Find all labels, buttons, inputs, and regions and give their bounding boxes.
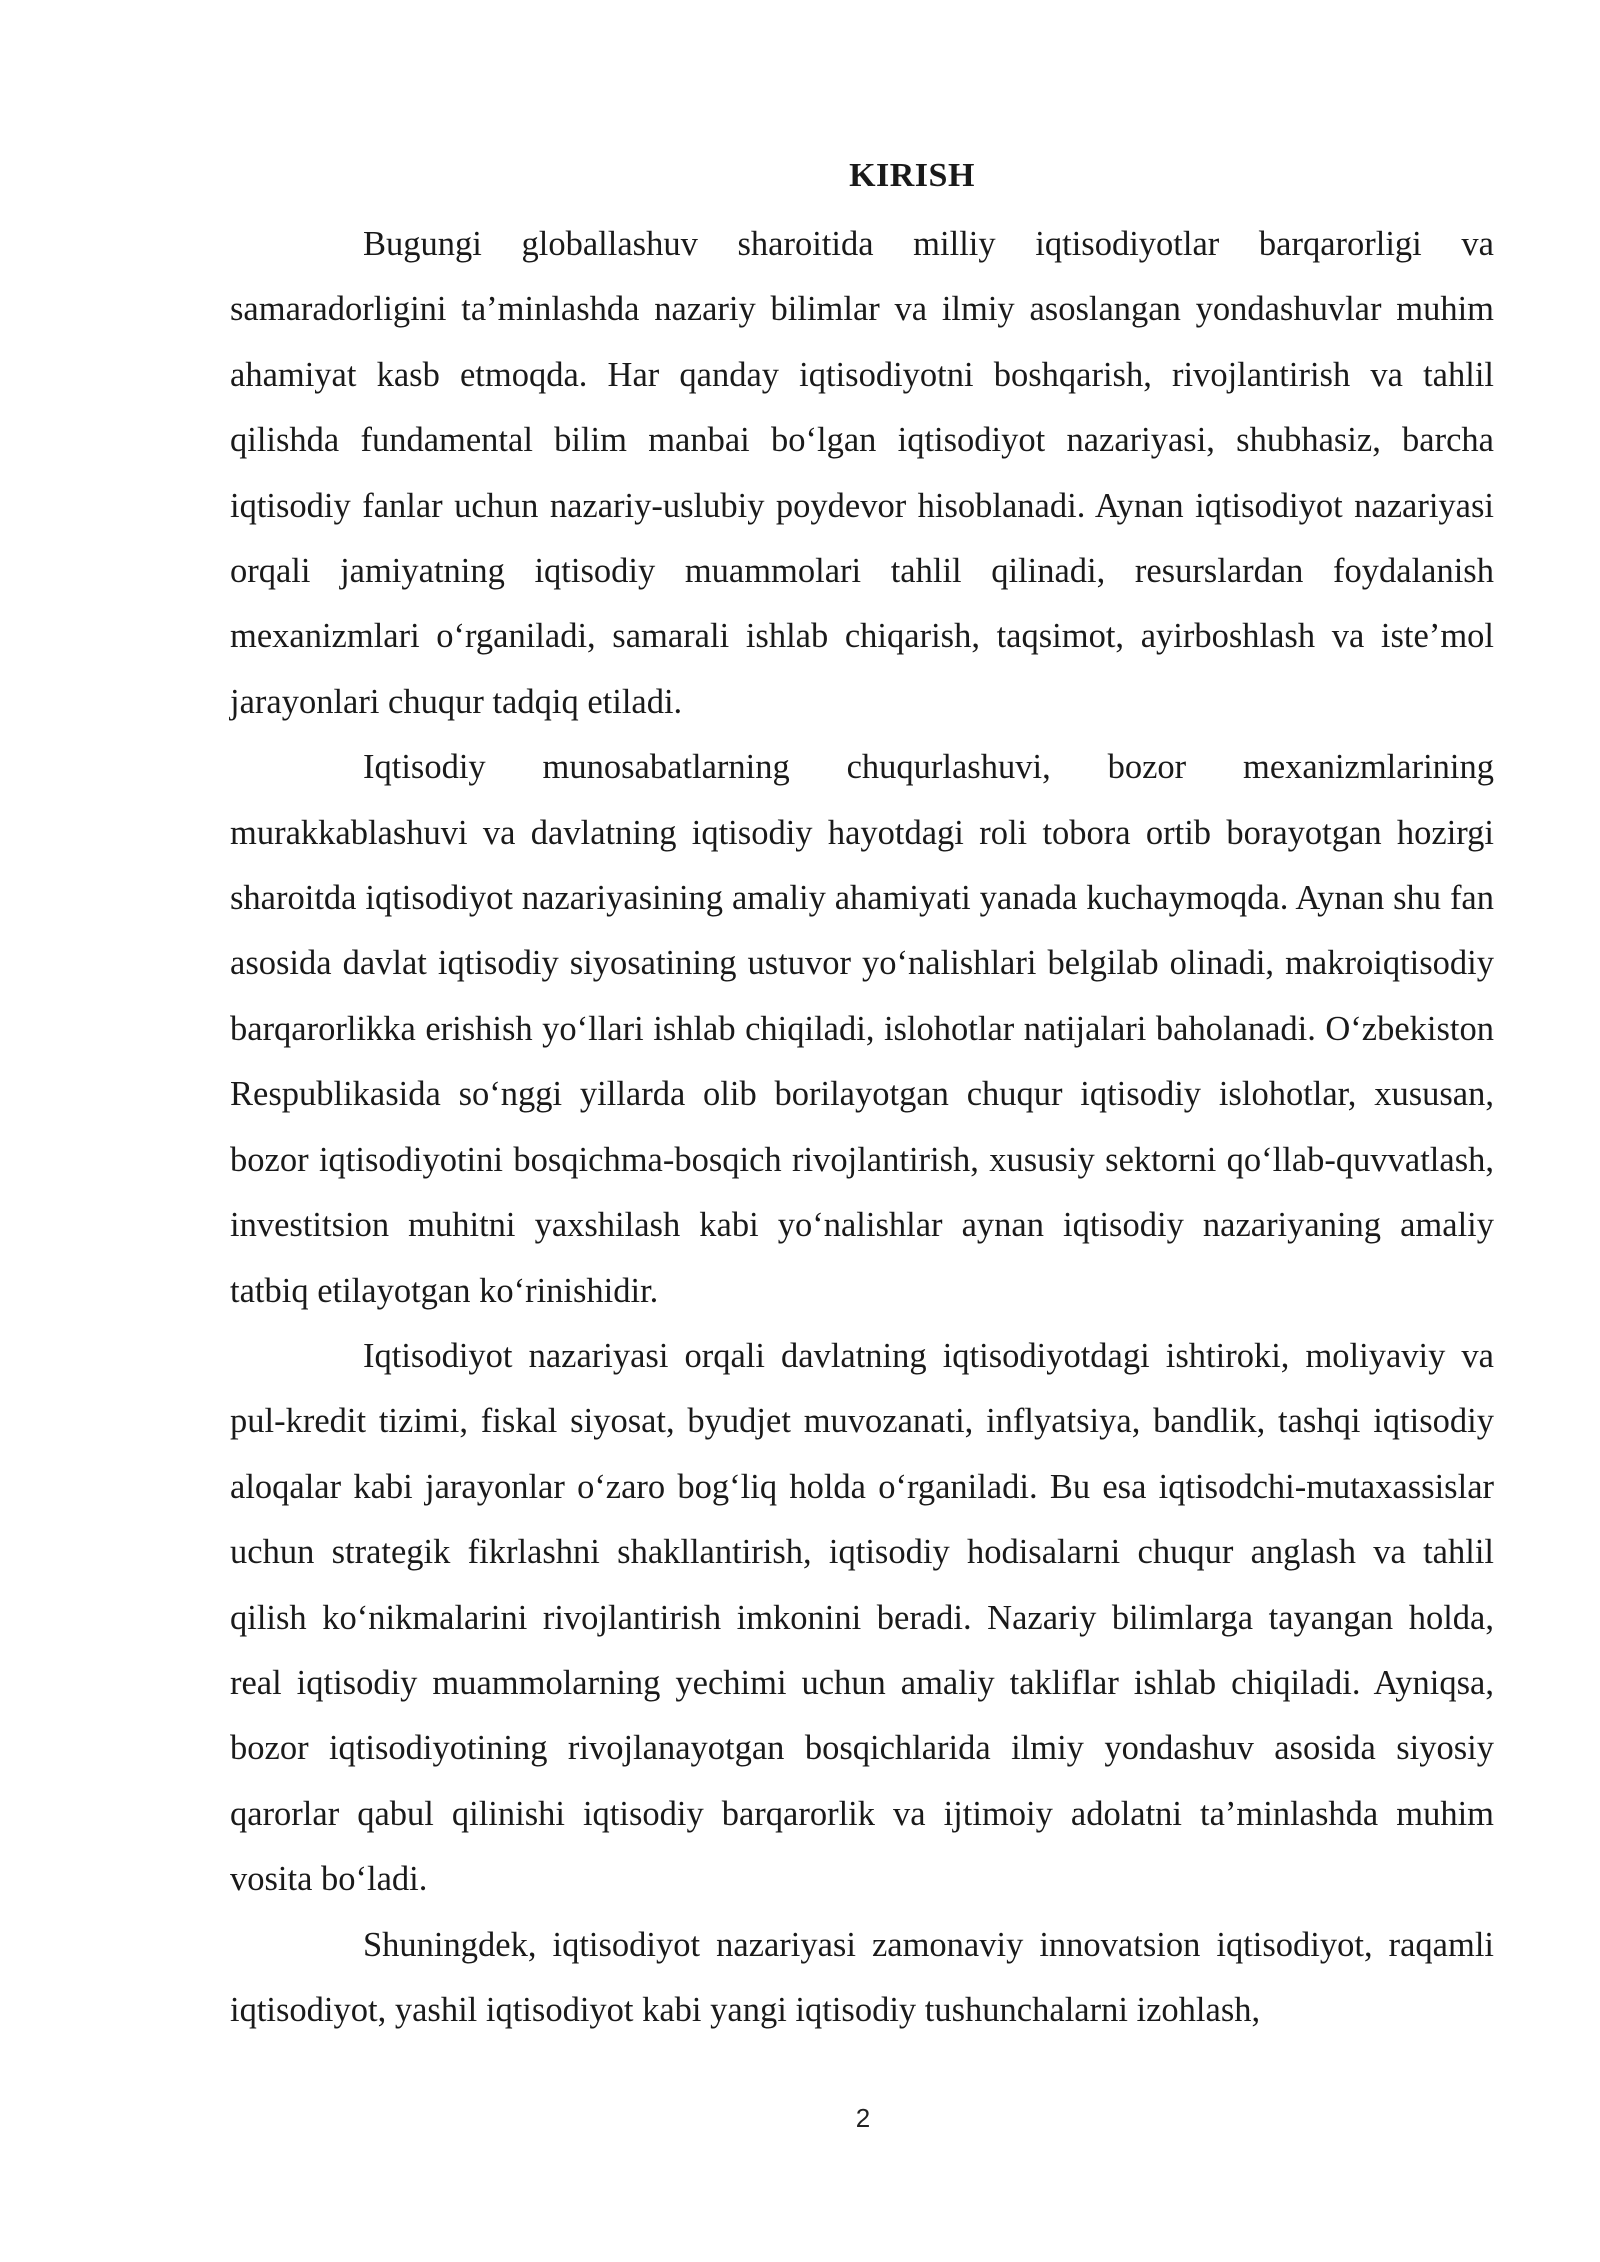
section-heading: KIRISH bbox=[849, 157, 975, 194]
page-number: 2 bbox=[855, 2103, 871, 2133]
paragraph-4: Shuningdek, iqtisodiyot nazariyasi zamonaviy innovatsion iqtisodiyot, raqamli iqtisodiyot, yashil iqtisodiyot kabi yangi iqtisodiy tushunchalarni izohlash, bbox=[230, 1925, 1494, 2029]
paragraph-2: Iqtisodiy munosabatlarning chuqurlashuvi, bozor mexanizmlarining murakkablashuvi va davlatning iqtisodiy hayotdagi roli tobora ortib borayotgan hozirgi sharoitda iqtisodiyot nazariyasining amaliy ahamiyati yanada kuchaymoqda. Aynan shu fan asosida davlat iqtisodiy siyosatining ustuvor yoʻnalishlari belgilab olinadi, makroiqtisodiy barqarorlikka erishish yoʻllari ishlab chiqiladi, islohotlar natijalari baholanadi. Oʻzbekiston Respublikasida soʻnggi yillarda olib borilayotgan chuqur iqtisodiy islohotlar, xususan, bozor iqtisodiyotini bosqichma-bosqich rivojlantirish, xususiy sektorni qoʻllab-quvvatlash, investitsion muhitni yaxshilash kabi yoʻnalishlar aynan iqtisodiy nazariyaning amaliy tatbiq etilayotgan koʻrinishidir. bbox=[230, 748, 1494, 1310]
paragraph-1: Bugungi globallashuv sharoitida milliy iqtisodiyotlar barqarorligi va samaradorligini ta’minlashda nazariy bilimlar va ilmiy asoslangan yondashuvlar muhim ahamiyat kasb etmoqda. Har qanday iqtisodiyotni boshqarish, rivojlantirish va tahlil qilishda fundamental bilim manbai boʻlgan iqtisodiyot nazariyasi, shubhasiz, barcha iqtisodiy fanlar uchun nazariy-uslubiy poydevor hisoblanadi. Aynan iqtisodiyot nazariyasi orqali jamiyatning iqtisodiy muammolari tahlil qilinadi, resurslardan foydalanish mexanizmlari oʻrganiladi, samarali ishlab chiqarish, taqsimot, ayirboshlash va iste’mol jarayonlari chuqur tadqiq etiladi. bbox=[230, 225, 1494, 721]
paragraph-3: Iqtisodiyot nazariyasi orqali davlatning iqtisodiyotdagi ishtiroki, moliyaviy va pul-kredit tizimi, fiskal siyosat, byudjet muvozanati, inflyatsiya, bandlik, tashqi iqtisodiy aloqalar kabi jarayonlar oʻzaro bogʻliq holda oʻrganiladi. Bu esa iqtisodchi-mutaxassislar uchun strategik fikrlashni shakllantirish, iqtisodiy hodisalarni chuqur anglash va tahlil qilish koʻnikmalarini rivojlantirish imkonini beradi. Nazariy bilimlarga tayangan holda, real iqtisodiy muammolarning yechimi uchun amaliy takliflar ishlab chiqiladi. Ayniqsa, bozor iqtisodiyotining rivojlanayotgan bosqichlarida ilmiy yondashuv asosida siyosiy qarorlar qabul qilinishi iqtisodiy barqarorlik va ijtimoiy adolatni ta’minlashda muhim vosita boʻladi. bbox=[230, 1336, 1494, 1899]
page-content bbox=[230, 148, 1494, 2043]
